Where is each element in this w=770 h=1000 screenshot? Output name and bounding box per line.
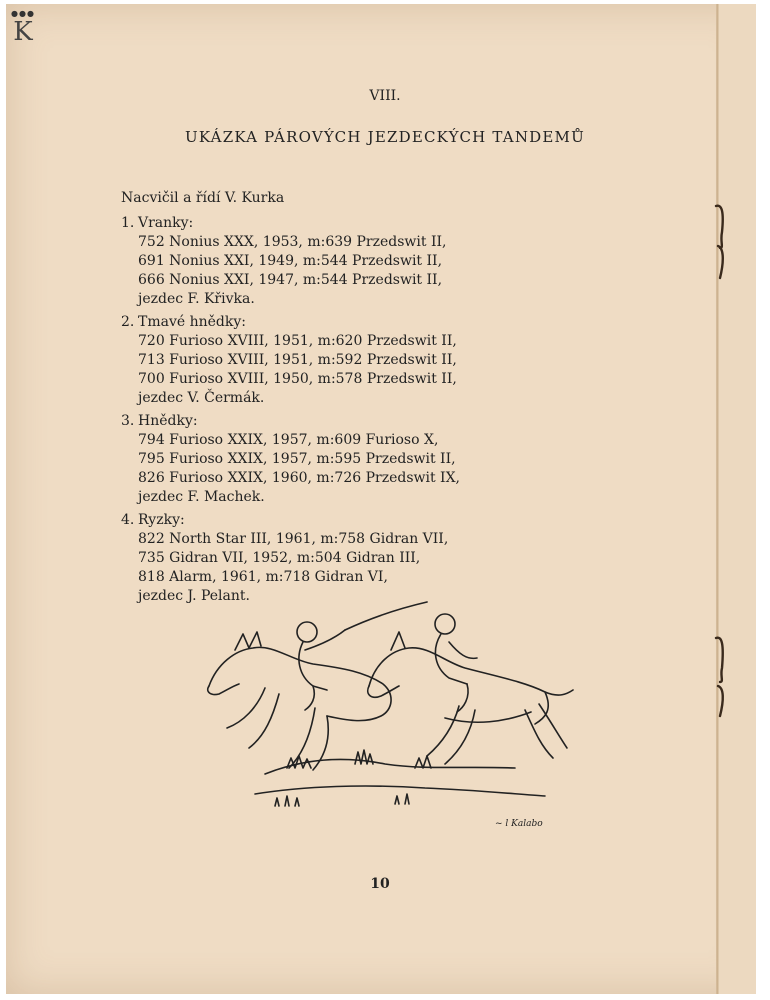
chapter-number: VIII. — [369, 88, 401, 104]
horse-line: 826 Furioso XXIX, 1960, m:726 Przedswit IX, — [138, 470, 460, 486]
tandem-list — [121, 214, 501, 610]
horse-line: 700 Furioso XVIII, 1950, m:578 Przedswit II, — [138, 371, 457, 387]
horse-line: 822 North Star III, 1961, m:758 Gidran VII, — [138, 531, 449, 547]
item-number: 1. — [121, 215, 135, 231]
list-item — [121, 412, 501, 507]
horse-line: 720 Furioso XVIII, 1951, m:620 Przedswit II, — [138, 333, 457, 349]
item-heading: Vranky: — [138, 215, 194, 231]
horse-line: 691 Nonius XXI, 1949, m:544 Przedswit II, — [138, 253, 443, 269]
horse-riders-illustration — [195, 598, 580, 838]
chapter-title: UKÁZKA PÁROVÝCH JEZDECKÝCH TANDEMŮ — [185, 128, 585, 146]
logo-dots: ●●● — [11, 9, 35, 18]
binding-staple-upper — [708, 202, 730, 282]
horse-line: 752 Nonius XXX, 1953, m:639 Przedswit II, — [138, 234, 447, 250]
rider-line: jezdec V. Čermák. — [138, 390, 265, 406]
horse-line: 795 Furioso XXIX, 1957, m:595 Przedswit II, — [138, 451, 456, 467]
horse-line: 818 Alarm, 1961, m:718 Gidran VI, — [138, 569, 388, 585]
item-heading: Ryzky: — [138, 512, 185, 528]
page-fold — [716, 4, 719, 994]
intro-line: Nacvičil a řídí V. Kurka — [121, 190, 285, 206]
list-item — [121, 313, 501, 408]
item-heading: Hnědky: — [138, 413, 198, 429]
rider-line: jezdec F. Machek. — [138, 489, 265, 505]
item-number: 2. — [121, 314, 135, 330]
list-item — [121, 214, 501, 309]
list-item — [121, 511, 501, 606]
horse-line: 735 Gidran VII, 1952, m:504 Gidran III, — [138, 550, 421, 566]
horse-line: 713 Furioso XVIII, 1951, m:592 Przedswit II, — [138, 352, 457, 368]
item-heading: Tmavé hnědky: — [138, 314, 246, 330]
rider-line: jezdec F. Křivka. — [138, 291, 255, 307]
item-number: 4. — [121, 512, 135, 528]
binding-margin — [719, 4, 756, 994]
item-number: 3. — [121, 413, 135, 429]
horse-line: 666 Nonius XXI, 1947, m:544 Przedswit II, — [138, 272, 443, 288]
publisher-logo — [10, 10, 36, 50]
artist-signature: ~ l Kalabo — [495, 819, 543, 829]
horse-line: 794 Furioso XXIX, 1957, m:609 Furioso X, — [138, 432, 439, 448]
logo-letter: K — [13, 17, 33, 47]
binding-staple-lower — [708, 634, 730, 720]
rider-line: jezdec J. Pelant. — [138, 588, 250, 604]
page-number: 10 — [370, 876, 390, 892]
